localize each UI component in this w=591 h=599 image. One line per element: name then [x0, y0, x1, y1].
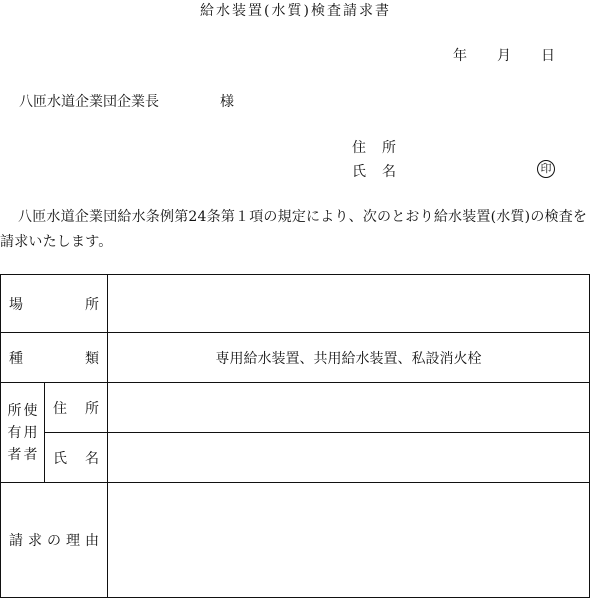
user-label-column: [24, 400, 38, 466]
reason-label-char-4: 理: [66, 533, 80, 549]
location-label-cell: [1, 275, 108, 333]
location-label: [1, 294, 107, 314]
user-name-label-cell: [45, 433, 108, 483]
date-day-label: 日: [541, 48, 555, 64]
user-name-label-char-1: 氏: [53, 450, 67, 467]
reason-label-char-5: 由: [85, 533, 99, 549]
owner-user-label: [1, 400, 44, 466]
reason-label: [1, 530, 107, 550]
user-address-label-char-1: 住: [53, 400, 67, 417]
owner-label-char-1: 所: [7, 402, 22, 419]
location-field[interactable]: [108, 275, 590, 333]
type-options[interactable]: 専用給水装置、共用給水装置、私設消火栓: [108, 333, 590, 383]
location-label-char-1: 場: [9, 296, 23, 313]
owner-label-char-2: 有: [7, 424, 22, 441]
user-label-char-2: 用: [23, 424, 38, 441]
user-name-row: [1, 433, 590, 483]
inspection-form-table: [0, 274, 590, 598]
type-label-char-1: 種: [9, 350, 23, 367]
reason-label-cell: [1, 483, 108, 598]
type-label-cell: [1, 333, 108, 383]
owner-label-column: [8, 400, 22, 466]
user-name-label: [45, 448, 107, 468]
user-label-char-1: 使: [23, 402, 38, 419]
user-address-label-cell: [45, 383, 108, 433]
user-address-row: [1, 383, 590, 433]
type-label: [1, 348, 107, 368]
form-title: 給水装置(水質)検査請求書: [200, 3, 391, 19]
reason-label-char-3: の: [47, 533, 61, 549]
owner-label-char-3: 者: [7, 446, 22, 463]
date-year-label: 年: [453, 48, 467, 64]
reason-label-char-2: 求: [28, 533, 42, 549]
reason-field[interactable]: [108, 483, 590, 598]
user-label-char-3: 者: [23, 446, 38, 463]
applicant-address-label: 住所: [352, 140, 412, 156]
location-row: [1, 275, 590, 333]
user-address-label: [45, 398, 107, 418]
user-name-field[interactable]: [108, 433, 590, 483]
user-address-field[interactable]: [108, 383, 590, 433]
reason-label-char-1: 請: [9, 533, 23, 549]
honorific: 様: [220, 94, 234, 110]
location-label-char-2: 所: [85, 296, 99, 313]
type-row: [1, 333, 590, 383]
date-month-label: 月: [497, 48, 511, 64]
applicant-name-label: 氏名: [352, 164, 412, 180]
request-statement: 八匝水道企業団給水条例第24条第１項の規定により、次のとおり給水装置(水質)の検査を請求いたします。: [0, 209, 588, 250]
type-label-char-2: 類: [85, 350, 99, 367]
seal-mark: 印: [537, 160, 555, 178]
owner-user-label-cell: [1, 383, 45, 483]
user-name-label-char-2: 名: [85, 450, 99, 467]
reason-row: [1, 483, 590, 598]
addressee: 八匝水道企業団企業長: [19, 94, 159, 110]
user-address-label-char-2: 所: [85, 400, 99, 417]
